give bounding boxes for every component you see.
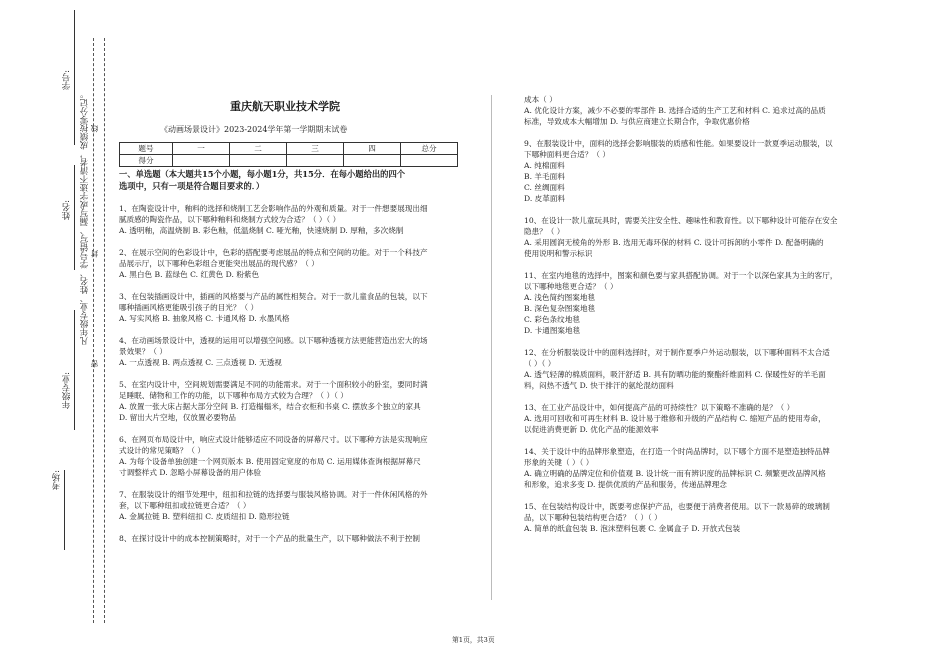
question-item <box>524 402 874 435</box>
seat-label: 考场: <box>52 470 62 490</box>
question-stem-cont: 套，以下哪种纽扣或拉链更合适？（ ） <box>119 501 251 510</box>
question-item <box>119 489 471 522</box>
seal-mark-feng: 封 <box>90 250 99 258</box>
question-stem: 2、在展示空间的色彩设计中，色彩的搭配要考虑展品的特点和空间的功能。对于一个科技产 <box>119 248 428 257</box>
answer-options: A. 采用圆润无棱角的外形 B. 选用无毒环保的材料 C. 设计可拆卸的小零件 D. 配备明确的 <box>524 238 824 247</box>
question-item <box>524 94 874 127</box>
answer-options: A. 优化设计方案，减少不必要的零部件 B. 选择合适的生产工艺和材料 C. 追求过高的品质 <box>524 106 826 115</box>
answer-options: A. 为每个设备单独创建一个网页版本 B. 使用固定宽度的布局 C. 运用媒体查询根据屏幕尺 <box>119 457 421 466</box>
score-table-header-row <box>120 143 458 155</box>
answer-options: A. 放置一张大床占据大部分空间 B. 打造榻榻米，结合衣柜和书桌 C. 摆放多个独立的家具 <box>119 402 421 411</box>
answer-options: C. 丝绸面料 <box>524 183 565 192</box>
question-stem: 3、在包装插画设计中，插画的风格要与产品的属性相契合。对于一款儿童食品的包装，以下 <box>119 292 428 301</box>
table-cell: 得分 <box>120 155 173 167</box>
answer-options: D. 留出大片空地，仅放置必要物品 <box>119 413 236 422</box>
right-question-list <box>524 94 874 534</box>
question-item <box>524 446 874 490</box>
question-stem-cont: 形象的关键（ ）（ ） <box>524 458 594 467</box>
question-stem-cont: 足睡眠、储物和工作的功能，以下哪种布局方式较为合理？（ ）（ ） <box>119 391 348 400</box>
question-stem: 13、在工业产品设计中，如何提高产品的可持续性？以下策略不准确的是？（ ） <box>524 403 795 412</box>
answer-options: A. 选用可回收和可再生材料 B. 设计易于维修和升级的产品结构 C. 缩短产品的使用寿命， <box>524 414 826 423</box>
answer-options: B. 深色复杂图案地毯 <box>524 304 596 313</box>
answer-options: A. 透明釉，高温烧制 B. 彩色釉，低温烧制 C. 哑光釉，快速烧制 D. 厚釉，多次烧制 <box>119 226 404 235</box>
grade-major-label: 年级专业: <box>62 372 72 409</box>
answer-options: B. 羊毛面料 <box>524 172 565 181</box>
seat-underline <box>64 470 65 550</box>
question-stem-cont: 品展示厅，以下哪种色彩组合更能突出展品的现代感？（ ） <box>119 259 319 268</box>
answer-options: A. 纯棉面料 <box>524 161 565 170</box>
answer-options: 使用说明和警示标识 <box>524 249 593 258</box>
grade-major-underline <box>74 310 75 430</box>
table-cell: 总分 <box>401 143 458 155</box>
answer-options: 料，闷热不透气 D. 快干排汗的氨纶混纺面料 <box>524 381 674 390</box>
question-item <box>119 533 471 544</box>
question-item <box>524 138 874 204</box>
answer-options: C. 彩色条纹地毯 <box>524 315 580 324</box>
score-entry-cell[interactable] <box>401 155 458 167</box>
question-item <box>524 501 874 534</box>
score-entry-cell[interactable] <box>344 155 401 167</box>
table-cell: 二 <box>230 143 287 155</box>
binding-notice: 凡年级专业、姓名、学号错写、漏写或字迹不清者，成绩按零分记。 <box>80 90 90 345</box>
question-stem: 11、在室内地毯的选择中，图案和颜色要与家具搭配协调。对于一个以深色家具为主的客厅， <box>524 271 838 280</box>
question-stem: 10、在设计一款儿童玩具时，需要关注安全性、趣味性和教育性。以下哪种设计可能存在安全 <box>524 216 838 225</box>
exam-title: 《动画场景设计》2023-2024学年第一学期期末试卷 <box>160 125 348 134</box>
question-stem-cont: 景效果？（ ） <box>119 347 167 356</box>
question-item <box>119 335 471 368</box>
name-underline <box>74 165 75 270</box>
question-stem: 成本（ ） <box>524 95 557 104</box>
school-title: 重庆航天职业技术学院 <box>230 100 340 113</box>
answer-options: 寸调整样式 D. 忽略小屏幕设备的用户体验 <box>119 468 262 477</box>
score-table-score-row <box>120 155 458 167</box>
score-table <box>119 142 458 167</box>
table-cell: 三 <box>287 143 344 155</box>
table-cell: 题号 <box>120 143 173 155</box>
question-stem: 4、在动画场景设计中，透视的运用可以增强空间感。以下哪种透视方法更能营造出宏大的场 <box>119 336 428 345</box>
question-stem: 15、在包装结构设计中，既要考虑保护产品，也要便于消费者使用。以下一款易碎的玻璃制 <box>524 502 830 511</box>
question-item <box>524 215 874 259</box>
student-id-label: 学号: <box>62 70 72 90</box>
question-stem-cont: 腻质感的陶瓷作品，以下哪种釉料和烧制方式较为合适？（ ）（ ） <box>119 215 341 224</box>
right-column <box>524 94 874 534</box>
question-item <box>119 247 471 280</box>
answer-options: A. 写实风格 B. 抽象风格 C. 卡通风格 D. 水墨风格 <box>119 314 290 323</box>
question-stem-cont: 下哪种面料更合适？（ ） <box>524 150 610 159</box>
answer-options: D. 卡通图案地毯 <box>524 326 581 335</box>
question-stem: 12、在分析服装设计中的面料选择时，对于制作夏季户外运动服装，以下哪种面料不太合适 <box>524 348 830 357</box>
seal-mark-mi: 密 <box>90 360 99 368</box>
question-stem-cont: 品，以下哪种包装结构更合适？（ ）（ ） <box>524 513 662 522</box>
answer-options: A. 简单的纸盒包装 B. 泡沫塑料包裹 C. 金属盒子 D. 开放式包装 <box>524 524 741 533</box>
table-cell: 四 <box>344 143 401 155</box>
question-stem-cont: 隐患？（ ） <box>524 227 565 236</box>
question-stem-cont: （ ）（ ） <box>524 359 556 368</box>
section-heading: 一、单选题（本大题共15个小题，每小题1分，共15分．在每小题给出的四个 <box>119 169 406 179</box>
question-item <box>119 291 471 324</box>
question-item <box>119 434 471 478</box>
question-stem: 5、在室内设计中，空间规划需要满足不同的功能需求。对于一个面积较小的卧室，要同时满 <box>119 380 428 389</box>
left-column <box>119 168 471 544</box>
score-entry-cell[interactable] <box>230 155 287 167</box>
table-cell: 一 <box>173 143 230 155</box>
answer-options: A. 透气轻薄的棉质面料，吸汗舒适 B. 具有防晒功能的聚酯纤维面料 C. 保暖性好的羊毛面 <box>524 370 826 379</box>
left-question-list <box>119 203 471 544</box>
answer-options: D. 皮革面料 <box>524 194 566 203</box>
answer-options: 以促进消费更新 D. 优化产品的能源效率 <box>524 425 659 434</box>
name-label: 姓名: <box>62 200 72 220</box>
question-stem: 9、在服装设计中，面料的选择会影响服装的质感和性能。如果要设计一款夏季运动服装，以 <box>524 139 833 148</box>
question-item <box>524 347 874 391</box>
question-stem: 8、在探讨设计中的成本控制策略时，对于一个产品的批量生产，以下哪种做法不利于控制 <box>119 534 420 543</box>
question-stem: 6、在网页布局设计中，响应式设计能够适应不同设备的屏幕尺寸。以下哪种方法是实现响应 <box>119 435 428 444</box>
score-entry-cell[interactable] <box>173 155 230 167</box>
answer-options: A. 浅色简约图案地毯 <box>524 293 596 302</box>
answer-options: A. 金属拉链 B. 塑料纽扣 C. 皮质纽扣 D. 隐形拉链 <box>119 512 290 521</box>
column-divider <box>491 95 492 600</box>
question-item <box>119 379 471 423</box>
question-stem: 7、在服装设计的细节处理中，纽扣和拉链的选择要与服装风格协调。对于一件休闲风格的外 <box>119 490 428 499</box>
question-stem-cont: 式设计的常见策略？（ ） <box>119 446 205 455</box>
answer-options: A. 确立明确的品牌定位和价值观 B. 设计统一而有辨识度的品牌标识 C. 频繁更改品牌风格 <box>524 469 826 478</box>
question-stem: 1、在陶瓷设计中，釉料的选择和烧制工艺会影响作品的外观和质量。对于一件想要展现出细 <box>119 204 428 213</box>
answer-options: 和形象，追求多变 D. 提供优质的产品和服务，传递品牌理念 <box>524 480 727 489</box>
question-stem-cont: 哪种插画风格更能吸引孩子的目光？（ ） <box>119 303 259 312</box>
answer-options: 标准，导致成本大幅增加 D. 与供应商建立长期合作，争取优惠价格 <box>524 117 750 126</box>
section-heading-cont: 选项中，只有一项是符合题目要求的．） <box>119 181 265 191</box>
student-id-underline <box>74 10 75 145</box>
score-entry-cell[interactable] <box>287 155 344 167</box>
question-item <box>119 203 471 236</box>
page-footer: 第1页，共3页 <box>452 636 495 644</box>
binding-dashed-line-inner <box>104 38 105 623</box>
seal-mark-xian: 线 <box>90 125 99 133</box>
question-stem: 14、关于设计中的品牌形象塑造，在打造一个时尚品牌时，以下哪个方面不是塑造独特品牌 <box>524 447 830 456</box>
question-stem-cont: 以下哪种地毯更合适？（ ） <box>524 282 618 291</box>
answer-options: A. 一点透视 B. 两点透视 C. 三点透视 D. 无透视 <box>119 358 282 367</box>
question-item <box>524 270 874 336</box>
answer-options: A. 黑白色 B. 蓝绿色 C. 红黄色 D. 粉紫色 <box>119 270 260 279</box>
